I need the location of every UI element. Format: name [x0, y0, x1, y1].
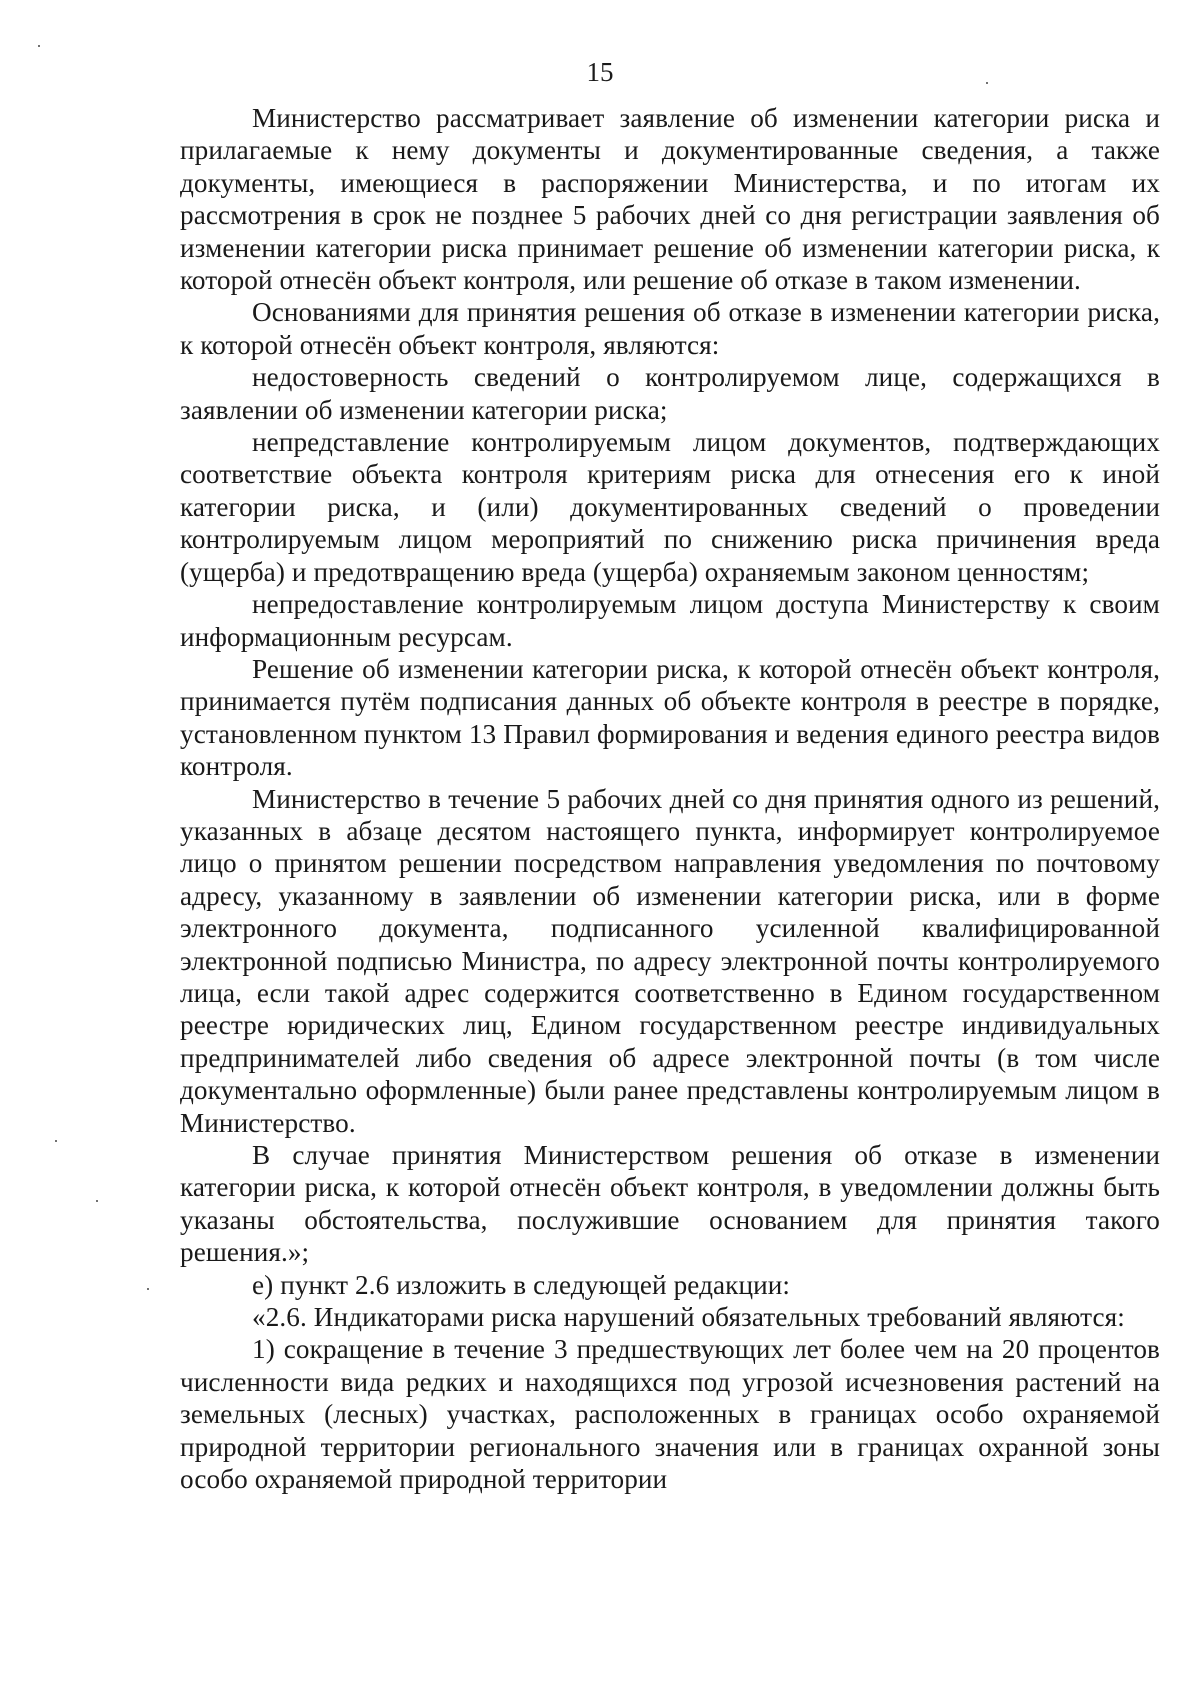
paragraph-item-e: е) пункт 2.6 изложить в следующей редакции: — [252, 1269, 791, 1300]
paragraph-refusal-grounds: Основаниями для принятия решения об отказе в изменении категории риска, к которой отнесён объект контроля, являются: — [180, 297, 1160, 360]
scan-speck — [55, 1140, 57, 1142]
paragraph-notification: Министерство в течение 5 рабочих дней со дня принятия одного из решений, указанных в абзаце десятом настоящего пункта, информирует контролируемое лицо о принятом решении посредством направления уведомления по почтовому адресу, указанному в заявлении об изменении категории риска, или в форме электронного документа, подписанного усиленной квалифицированной электронной подписью Министра, по адресу электронной почты контролируемого лица, если такой адрес содержится соответственно в Едином государственном реестре юридических лиц, Едином государственном реестре индивидуальных предпринимателей либо сведения об адресе электронной почты (в том числе документально оформленные) были ранее представлены контролируемым лицом в Министерство. — [180, 783, 1160, 1138]
paragraph-item-2-6: «2.6. Индикаторами риска нарушений обязательных требований являются: — [252, 1302, 1125, 1333]
scan-speck — [96, 1200, 98, 1202]
paragraph-refusal-notice: В случае принятия Министерством решения об отказе в изменении категории риска, к которой отнесён объект контроля, в уведомлении должны быть указаны обстоятельства, послужившие основанием для принятия такого решения.»; — [180, 1140, 1160, 1268]
scan-speck — [986, 82, 988, 84]
paragraph-risk-review: Министерство рассматривает заявление об изменении категории риска и прилагаемые к нему документы и документированные сведения, а также документы, имеющиеся в распоряжении Министерства, и по итогам их рассмотрения в срок не позднее 5 рабочих дней со дня регистрации заявления об изменении категории риска принимает решение об изменении категории риска, к которой отнесён объект контроля, или решение об отказе в таком изменении. — [180, 103, 1160, 296]
scan-speck — [38, 45, 40, 47]
paragraph-non-submission-documents: непредставление контролируемым лицом документов, подтверждающих соответствие объекта контроля критериям риска для отнесения его к иной категории риска, и (или) документированных сведений о проведении контролируемым лицом мероприятий по снижению риска причинения вреда (ущерба) и предотвращению вреда (ущерба) охраняемым законом ценностям; — [180, 427, 1160, 587]
document-body — [180, 102, 1160, 1495]
paragraph-no-access: непредоставление контролируемым лицом доступа Министерству к своим информационным ресурсам. — [180, 589, 1160, 652]
paragraph-decision-signing: Решение об изменении категории риска, к которой отнесён объект контроля, принимается путём подписания данных об объекте контроля в реестре в порядке, установленном пунктом 13 Правил формирования и ведения единого реестра видов контроля. — [180, 653, 1160, 782]
paragraph-unreliable-info: недостоверность сведений о контролируемом лице, содержащихся в заявлении об изменении категории риска; — [180, 362, 1160, 425]
paragraph-indicator-1: 1) сокращение в течение 3 предшествующих лет более чем на 20 процентов численности вида редких и находящихся под угрозой исчезновения растений на земельных (лесных) участках, расположенных в границах особо охраняемой природной территории регионального значения или в границах охранной зоны особо охраняемой природной территории — [180, 1334, 1160, 1495]
page-number: 15 — [586, 57, 614, 87]
scan-speck — [147, 1288, 149, 1290]
